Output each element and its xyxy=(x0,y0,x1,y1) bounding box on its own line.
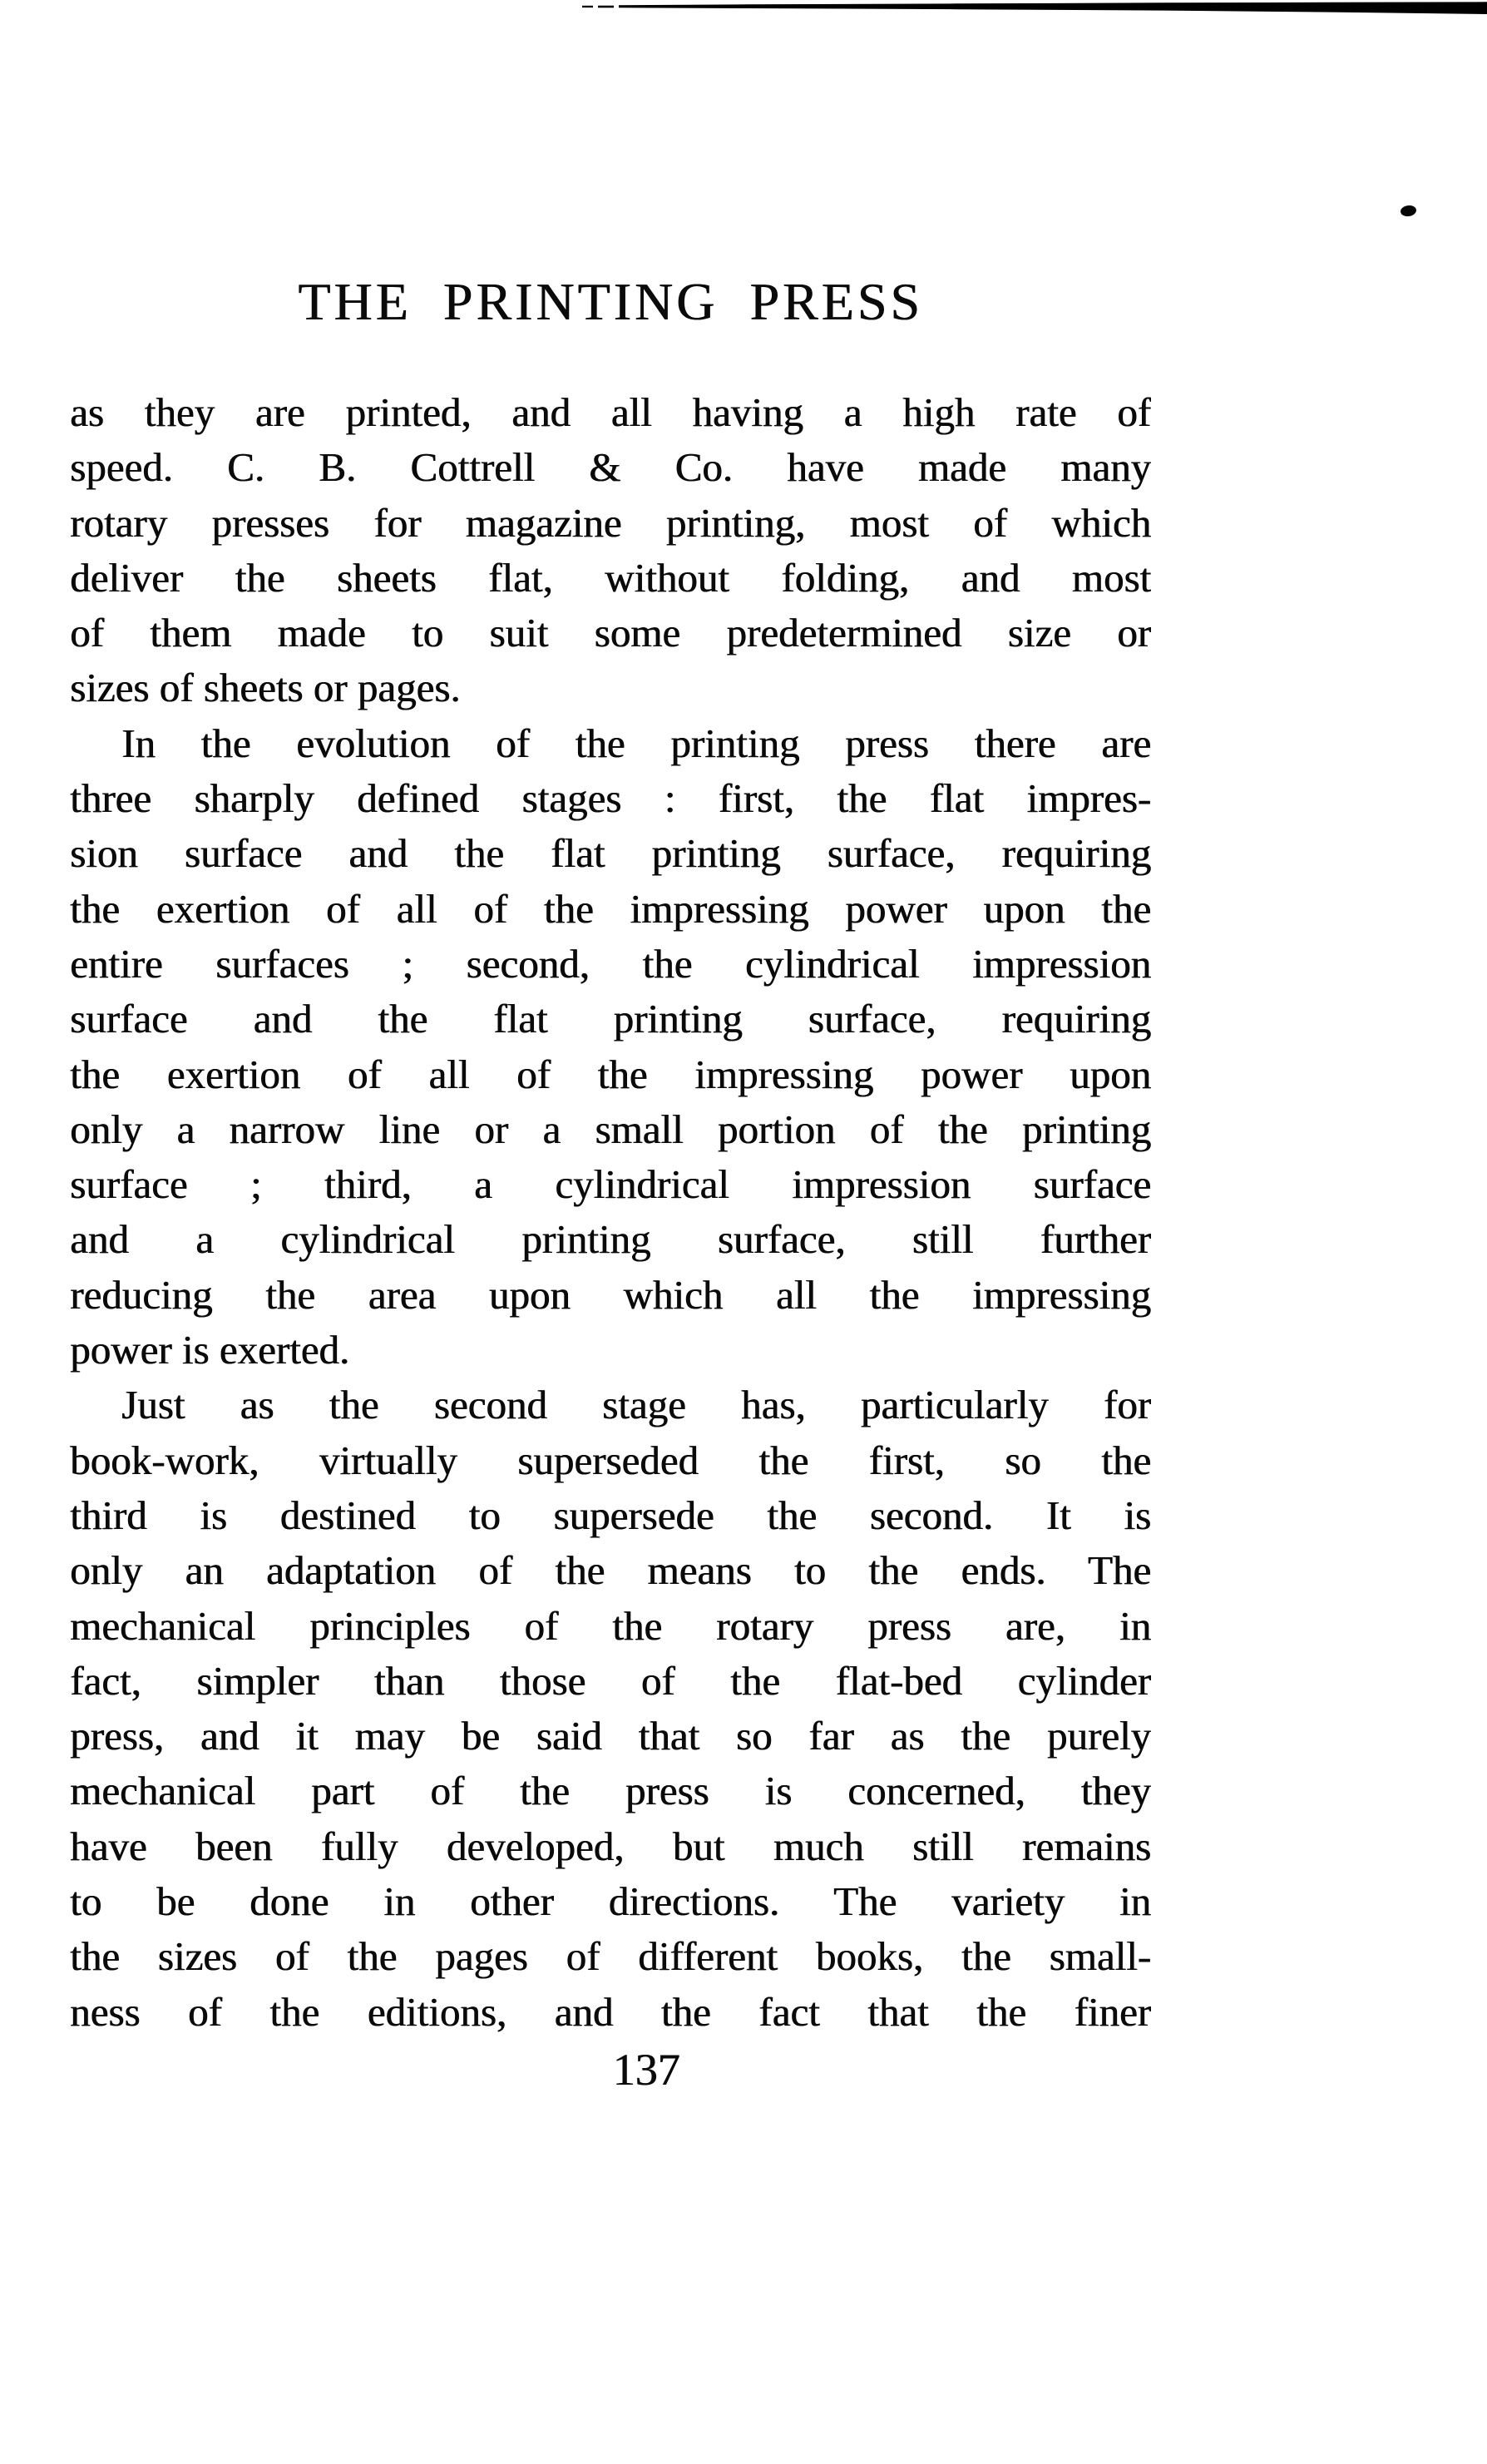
text-line: to be done in other directions. The variety in xyxy=(70,1878,1151,1925)
text-line: entire surfaces ; second, the cylindrical impression xyxy=(70,940,1151,987)
text-line: reducing the area upon which all the impressing xyxy=(70,1271,1151,1318)
text-line: rotary presses for magazine printing, most of which xyxy=(70,499,1151,546)
text-line: mechanical principles of the rotary press are, in xyxy=(70,1602,1151,1649)
page-title: THE PRINTING PRESS xyxy=(298,272,923,331)
text-line: the exertion of all of the impressing power upon xyxy=(70,1051,1151,1097)
text-line: of them made to suit some predetermined size or xyxy=(70,610,1151,656)
ink-dot-icon xyxy=(1400,205,1417,218)
text-line: only an adaptation of the means to the ends. The xyxy=(70,1547,1151,1594)
text-line: third is destined to supersede the second. It is xyxy=(70,1492,1151,1538)
text-line: Just as the second stage has, particularly for xyxy=(121,1382,1151,1428)
text-line: sion surface and the flat printing surface, requiring xyxy=(70,830,1151,877)
scan-edge-artifact-icon xyxy=(0,0,1487,20)
text-line: book-work, virtually superseded the first, so the xyxy=(70,1437,1151,1483)
text-line: sizes of sheets or pages. xyxy=(70,665,461,711)
text-line: speed. C. B. Cottrell & Co. have made many xyxy=(70,444,1151,491)
text-line: have been fully developed, but much still remains xyxy=(70,1823,1151,1869)
text-line: the exertion of all of the impressing power upon the xyxy=(70,885,1151,932)
text-line: press, and it may be said that so far as the purely xyxy=(70,1713,1151,1759)
text-line: surface ; third, a cylindrical impression surface xyxy=(70,1161,1151,1208)
text-line: ness of the editions, and the fact that the finer xyxy=(70,1988,1151,2035)
text-line: as they are printed, and all having a high rate of xyxy=(70,389,1151,435)
text-line: mechanical part of the press is concerned, they xyxy=(70,1768,1151,1814)
page-number: 137 xyxy=(612,2045,680,2095)
text-line: only a narrow line or a small portion of the printing xyxy=(70,1106,1151,1152)
text-line: fact, simpler than those of the flat-bed cylinder xyxy=(70,1657,1151,1704)
text-line: surface and the flat printing surface, requiring xyxy=(70,996,1151,1042)
text-line: In the evolution of the printing press there are xyxy=(121,720,1151,766)
text-line: and a cylindrical printing surface, still further xyxy=(70,1216,1151,1263)
text-line: the sizes of the pages of different books, the small- xyxy=(70,1933,1151,1980)
text-line: three sharply defined stages : first, the flat impres- xyxy=(70,775,1151,822)
body-text-column xyxy=(70,385,1151,2040)
text-line: deliver the sheets flat, without folding, and most xyxy=(70,554,1151,601)
text-line: power is exerted. xyxy=(70,1327,350,1373)
